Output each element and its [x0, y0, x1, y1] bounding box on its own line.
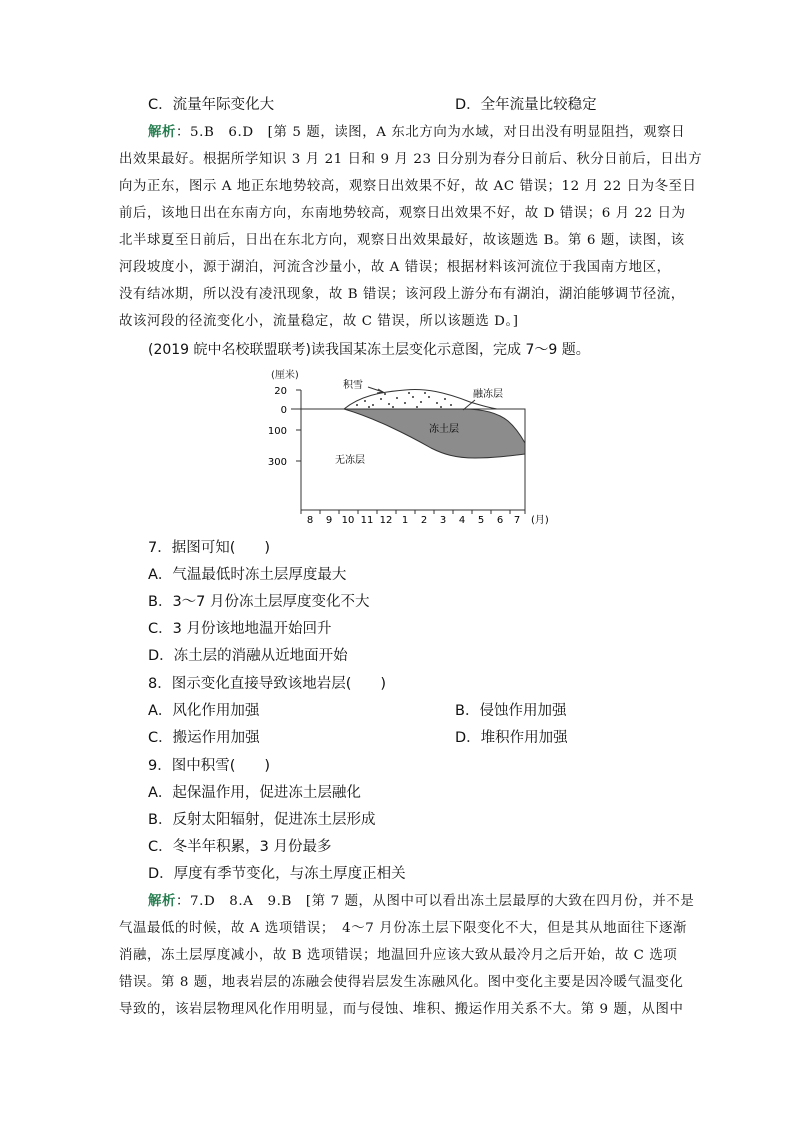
y-axis-unit: (厘米) [271, 370, 299, 381]
x-tick-label: 2 [420, 515, 428, 526]
explanation-line: 向为正东，图示 A 地正东地势较高，观察日出效果不好，故 AC 错误；12 月 22 日为冬至日 [119, 179, 697, 194]
x-tick-label: 1 [401, 515, 409, 526]
option-b: B．3～7 月份冻土层厚度变化不大 [148, 594, 370, 610]
x-tick-label: 6 [496, 515, 504, 526]
x-tick-label: 9 [325, 515, 333, 526]
explanation-line: 北半球夏至日前后，日出在东北方向，观察日出效果最好，故该题选 B。第 6 题，读图，该 [119, 233, 685, 248]
option-b: B．反射太阳辐射，促进冻土层形成 [148, 812, 376, 828]
label-snow: 积雪 [343, 380, 363, 391]
y-tick-label: 300 [267, 457, 287, 468]
label-thaw-layer: 融冻层 [473, 389, 503, 400]
y-tick-label: 0 [280, 405, 287, 416]
explanation-label: 解析 [148, 125, 176, 140]
option-c: C．搬运作用加强 [148, 730, 260, 746]
q6-option-d: D．全年流量比较稳定 [455, 97, 597, 113]
option-c: C．3 月份该地地温开始回升 [148, 621, 332, 637]
option-a: A．起保温作用，促进冻土层融化 [148, 785, 361, 801]
option-b: B．侵蚀作用加强 [455, 703, 567, 719]
x-tick-label: 8 [306, 515, 314, 526]
explanation-line: 故该河段的径流变化小，流量稳定，故 C 错误，所以该题选 D。] [119, 314, 519, 329]
x-tick-label: 3 [439, 515, 447, 526]
explanation-line: 导致的，该岩层物理风化作用明显，而与侵蚀、堆积、搬运作用关系不大。第 9 题，从图中 [119, 1002, 684, 1017]
explanation-line: 消融，冻土层厚度减小，故 B 选项错误；地温回升应该大致从最冷月之后开始，故 C 选项 [119, 948, 678, 963]
x-tick-label: 11 [360, 515, 374, 526]
x-tick-label: 12 [379, 515, 393, 526]
explanation-line: 错误。第 8 题，地表岩层的冻融会使得岩层发生冻融风化。图中变化主要是因冷暖气温变化 [119, 975, 684, 990]
option-a: A．气温最低时冻土层厚度最大 [148, 567, 347, 583]
option-d: D．厚度有季节变化，与冻土厚度正相关 [148, 866, 406, 882]
y-tick-label: 100 [267, 426, 287, 437]
question-group-intro: (2019 皖中名校联盟联考)读我国某冻土层变化示意图，完成 7～9 题。 [148, 342, 590, 358]
question-stem: 8．图示变化直接导致该地岩层( ) [148, 676, 387, 692]
x-tick-label: 7 [513, 515, 521, 526]
explanation-line: 出效果最好。根据所学知识 3 月 21 日和 9 月 23 日分别为春分日前后、秋分日前后，日出方 [119, 152, 703, 167]
explanation-line: 前后，该地日出在东南方向，东南地势较高，观察日出效果不好，故 D 错误；6 月 22 日为 [119, 206, 686, 221]
explanation-label: 解析 [148, 894, 176, 909]
explanation-line: 河段坡度小，源于湖泊，河流含沙量小，故 A 错误；根据材料该河流位于我国南方地区， [119, 260, 671, 275]
option-c: C．冬半年积累，3 月份最多 [148, 839, 332, 855]
explanation-line: ：5.B 6.D [第 5 题，读图，A 东北方向为水域，对日出没有明显阻挡，观察日 [175, 125, 686, 140]
option-d: D．堆积作用加强 [455, 730, 568, 746]
explanation-line: ：7.D 8.A 9.B [第 7 题，从图中可以看出冻土层最厚的大致在四月份，并不是 [175, 894, 695, 909]
label-frozen-layer: 冻土层 [429, 424, 459, 435]
option-a: A．风化作用加强 [148, 703, 260, 719]
explanation-line: 没有结冰期，所以没有凌汛现象，故 B 错误；该河段上游分布有湖泊，湖泊能够调节径流， [119, 287, 685, 302]
question-stem: 7．据图可知( ) [148, 540, 271, 556]
x-tick-label: 5 [477, 515, 485, 526]
option-d: D．冻土层的消融从近地面开始 [148, 648, 348, 664]
y-tick-label: 20 [274, 386, 287, 397]
question-stem: 9．图中积雪( ) [148, 758, 271, 774]
frozen-soil-diagram [265, 366, 565, 526]
x-tick-label: 10 [341, 515, 355, 526]
x-axis-unit: (月) [531, 515, 549, 526]
x-tick-label: 4 [458, 515, 466, 526]
q6-option-c: C．流量年际变化大 [148, 97, 275, 113]
explanation-line: 气温最低的时候，故 A 选项错误； 4～7 月份冻土层下限变化不大，但是其从地面往下逐渐 [119, 921, 688, 936]
label-unfrozen-layer: 无冻层 [335, 455, 365, 466]
